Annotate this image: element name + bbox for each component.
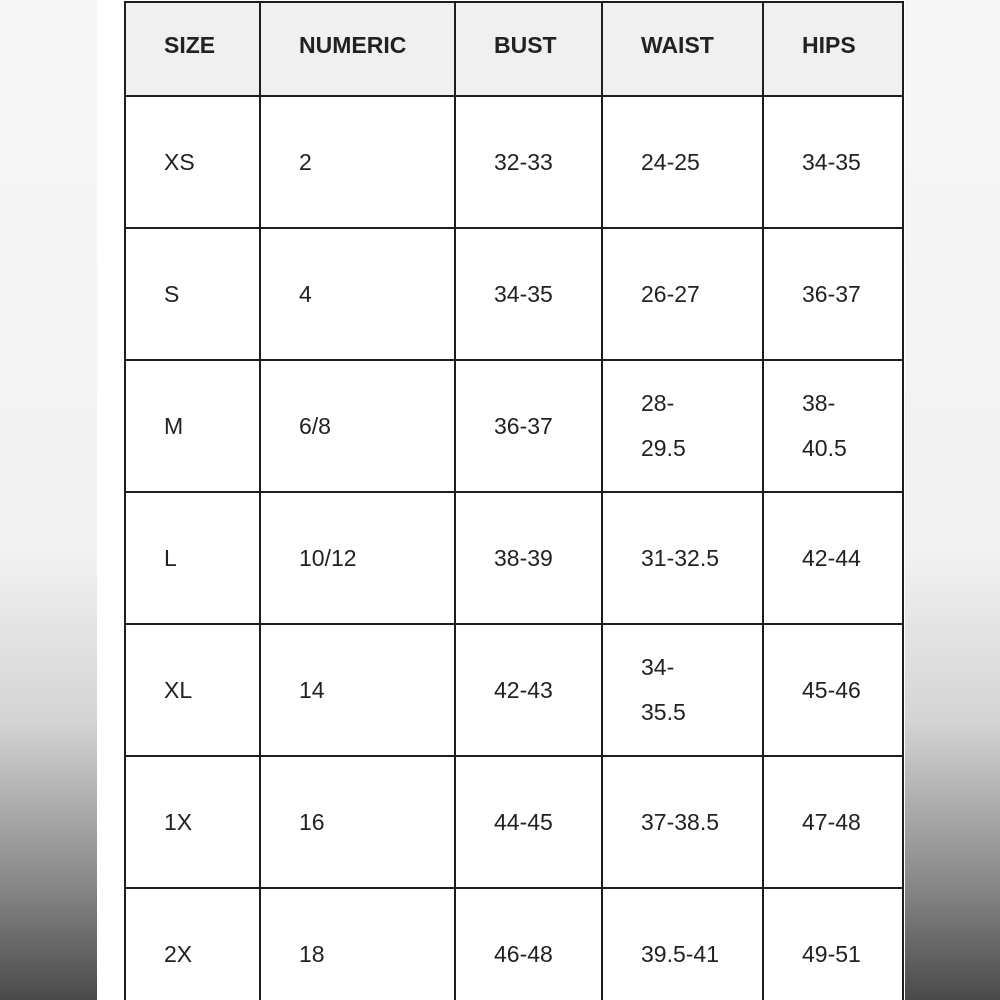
bust-cell: 46-​48 xyxy=(455,888,602,1000)
right-background-margin xyxy=(905,0,1000,1000)
header-size: SIZE xyxy=(125,2,260,96)
table-row xyxy=(125,888,903,1000)
waist-cell: 28-​29.5 xyxy=(602,360,763,492)
size-cell: XL xyxy=(125,624,260,756)
waist-cell: 24-25 xyxy=(602,96,763,228)
numeric-cell: 4 xyxy=(260,228,455,360)
size-cell: XS xyxy=(125,96,260,228)
hips-cell: 49-​51 xyxy=(763,888,903,1000)
header-hips: HIPS xyxy=(763,2,903,96)
table-row xyxy=(125,624,903,756)
hips-cell: 47-​48 xyxy=(763,756,903,888)
size-cell: 2X xyxy=(125,888,260,1000)
bust-cell: 36-37 xyxy=(455,360,602,492)
bust-cell: 38-39 xyxy=(455,492,602,624)
header-waist: WAIST xyxy=(602,2,763,96)
waist-cell: 26-27 xyxy=(602,228,763,360)
table-row xyxy=(125,492,903,624)
table-row xyxy=(125,360,903,492)
hips-cell: 38-​40.5 xyxy=(763,360,903,492)
hips-cell: 42-​44 xyxy=(763,492,903,624)
size-cell: L xyxy=(125,492,260,624)
hips-cell: 36-​37 xyxy=(763,228,903,360)
size-cell: M xyxy=(125,360,260,492)
table-row xyxy=(125,756,903,888)
waist-cell: 31-32.5 xyxy=(602,492,763,624)
bust-cell: 34-35 xyxy=(455,228,602,360)
numeric-cell: 14 xyxy=(260,624,455,756)
table-row xyxy=(125,228,903,360)
waist-cell: 34-​35.5 xyxy=(602,624,763,756)
bust-cell: 42-43 xyxy=(455,624,602,756)
header-row xyxy=(125,2,903,96)
bust-cell: 32-33 xyxy=(455,96,602,228)
table-row xyxy=(125,96,903,228)
size-chart-table xyxy=(124,1,904,1000)
bust-cell: 44-​45 xyxy=(455,756,602,888)
size-cell: 1X xyxy=(125,756,260,888)
hips-cell: 45-​46 xyxy=(763,624,903,756)
header-bust: BUST xyxy=(455,2,602,96)
hips-cell: 34-​35 xyxy=(763,96,903,228)
waist-cell: 39.5-41 xyxy=(602,888,763,1000)
numeric-cell: 16 xyxy=(260,756,455,888)
numeric-cell: 2 xyxy=(260,96,455,228)
size-cell: S xyxy=(125,228,260,360)
numeric-cell: 6/8 xyxy=(260,360,455,492)
numeric-cell: 18 xyxy=(260,888,455,1000)
left-background-margin xyxy=(0,0,97,1000)
header-numeric: NUMERIC xyxy=(260,2,455,96)
numeric-cell: 10/12 xyxy=(260,492,455,624)
waist-cell: 37-38.5 xyxy=(602,756,763,888)
